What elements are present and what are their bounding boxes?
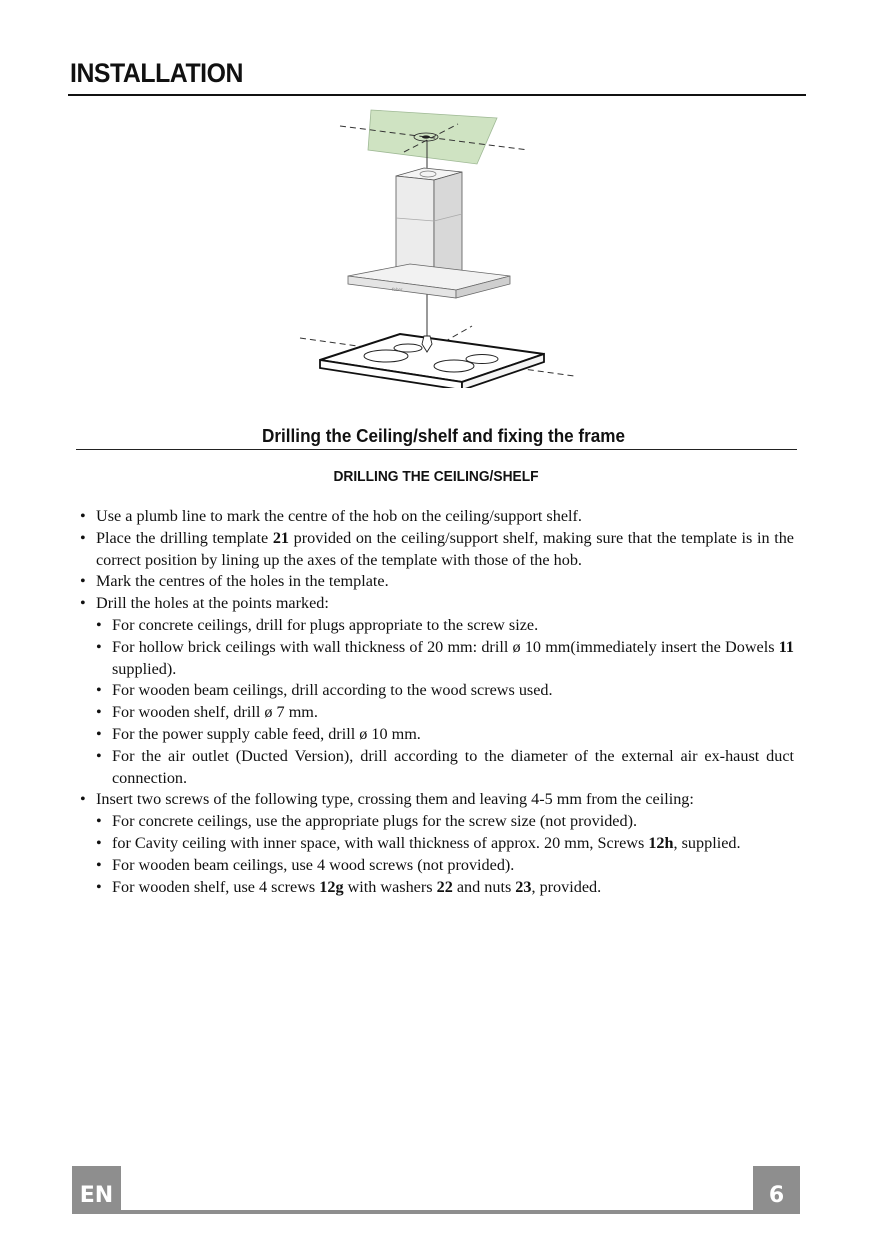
list-item: • For wooden shelf, drill ø 7 mm. [78, 702, 794, 724]
list-item: • For concrete ceilings, use the appropriate plugs for the screw size (not provided). [78, 811, 794, 833]
section-rule [76, 449, 797, 450]
subheading: DRILLING THE CEILING/SHELF [333, 469, 539, 485]
ceiling-center-mark [422, 135, 430, 138]
list-item: • Mark the centres of the holes in the template. [78, 571, 794, 593]
list-item: • Use a plumb line to mark the centre of the hob on the ceiling/support shelf. [78, 506, 794, 528]
instruction-list [78, 506, 794, 898]
part-number: 23 [515, 877, 532, 896]
list-item: • For the air outlet (Ducted Version), drill according to the diameter of the external air ex-haust duct connection. [78, 746, 794, 790]
list-item: • For wooden beam ceilings, use 4 wood screws (not provided). [78, 855, 794, 877]
sub-list [96, 615, 794, 789]
list-item: • For the power supply cable feed, drill ø 10 mm. [78, 724, 794, 746]
list-item: • For wooden beam ceilings, drill according to the wood screws used. [78, 680, 794, 702]
title-rule [68, 94, 806, 96]
instructions [78, 506, 794, 898]
list-item: • For hollow brick ceilings with wall thickness of 20 mm: drill ø 10 mm(immediately insert the Dowels 11 supplied). [78, 637, 794, 681]
list-item: • Place the drilling template 21 provided on the ceiling/support shelf, making sure that the template is in the correct position by lining up the axes of the template with those of the hob. [78, 528, 794, 572]
hob-top [320, 334, 544, 382]
footer-bar [121, 1210, 753, 1214]
installation-diagram [296, 104, 580, 388]
page-number: 6 [753, 1166, 800, 1214]
list-item: • Drill the holes at the points marked: • For concrete ceilings, drill for plugs appropriate to the screw size. • For hollow brick ceilings with wall thickness of 20 mm: drill ø 10 mm(immediately insert the Dowels 11 supplied). • For wooden beam ceilings, drill according to the wood screws used. • For wooden shelf, drill ø 7 mm. • For the power supply cable feed, drill ø 10 mm. • For the air outlet (Ducted Version), drill according to the diameter of the external air ex-haust duct connection. [78, 593, 794, 789]
part-number: 12h [648, 833, 674, 852]
page-title: INSTALLATION [70, 58, 243, 88]
part-number: 11 [778, 637, 794, 656]
section-title: Drilling the Ceiling/shelf and fixing the frame [262, 426, 625, 446]
sub-list [96, 811, 794, 898]
part-number: 22 [436, 877, 453, 896]
chimney-side [434, 172, 462, 282]
list-item: • For wooden shelf, use 4 screws 12g with washers 22 and nuts 23, provided. [78, 877, 794, 899]
list-item: • for Cavity ceiling with inner space, with wall thickness of approx. 20 mm, Screws 12h, supplied. [78, 833, 794, 855]
list-item: • Insert two screws of the following type, crossing them and leaving 4-5 mm from the ceiling: • For concrete ceilings, use the appropriate plugs for the screw size (not provided). • for Cavity ceiling with inner space, with wall thickness of approx. 20 mm, Screws 12h, supplied. • For wooden beam ceilings, use 4 wood screws (not provided). • For wooden shelf, use 4 screws 12g with washers 22 and nuts 23, provided. [78, 789, 794, 898]
language-tab: EN [72, 1166, 121, 1214]
hood-brand-text: faber [392, 287, 403, 292]
part-number: 12g [319, 877, 344, 896]
part-number: 21 [272, 528, 289, 547]
list-item: • For concrete ceilings, drill for plugs appropriate to the screw size. [78, 615, 794, 637]
